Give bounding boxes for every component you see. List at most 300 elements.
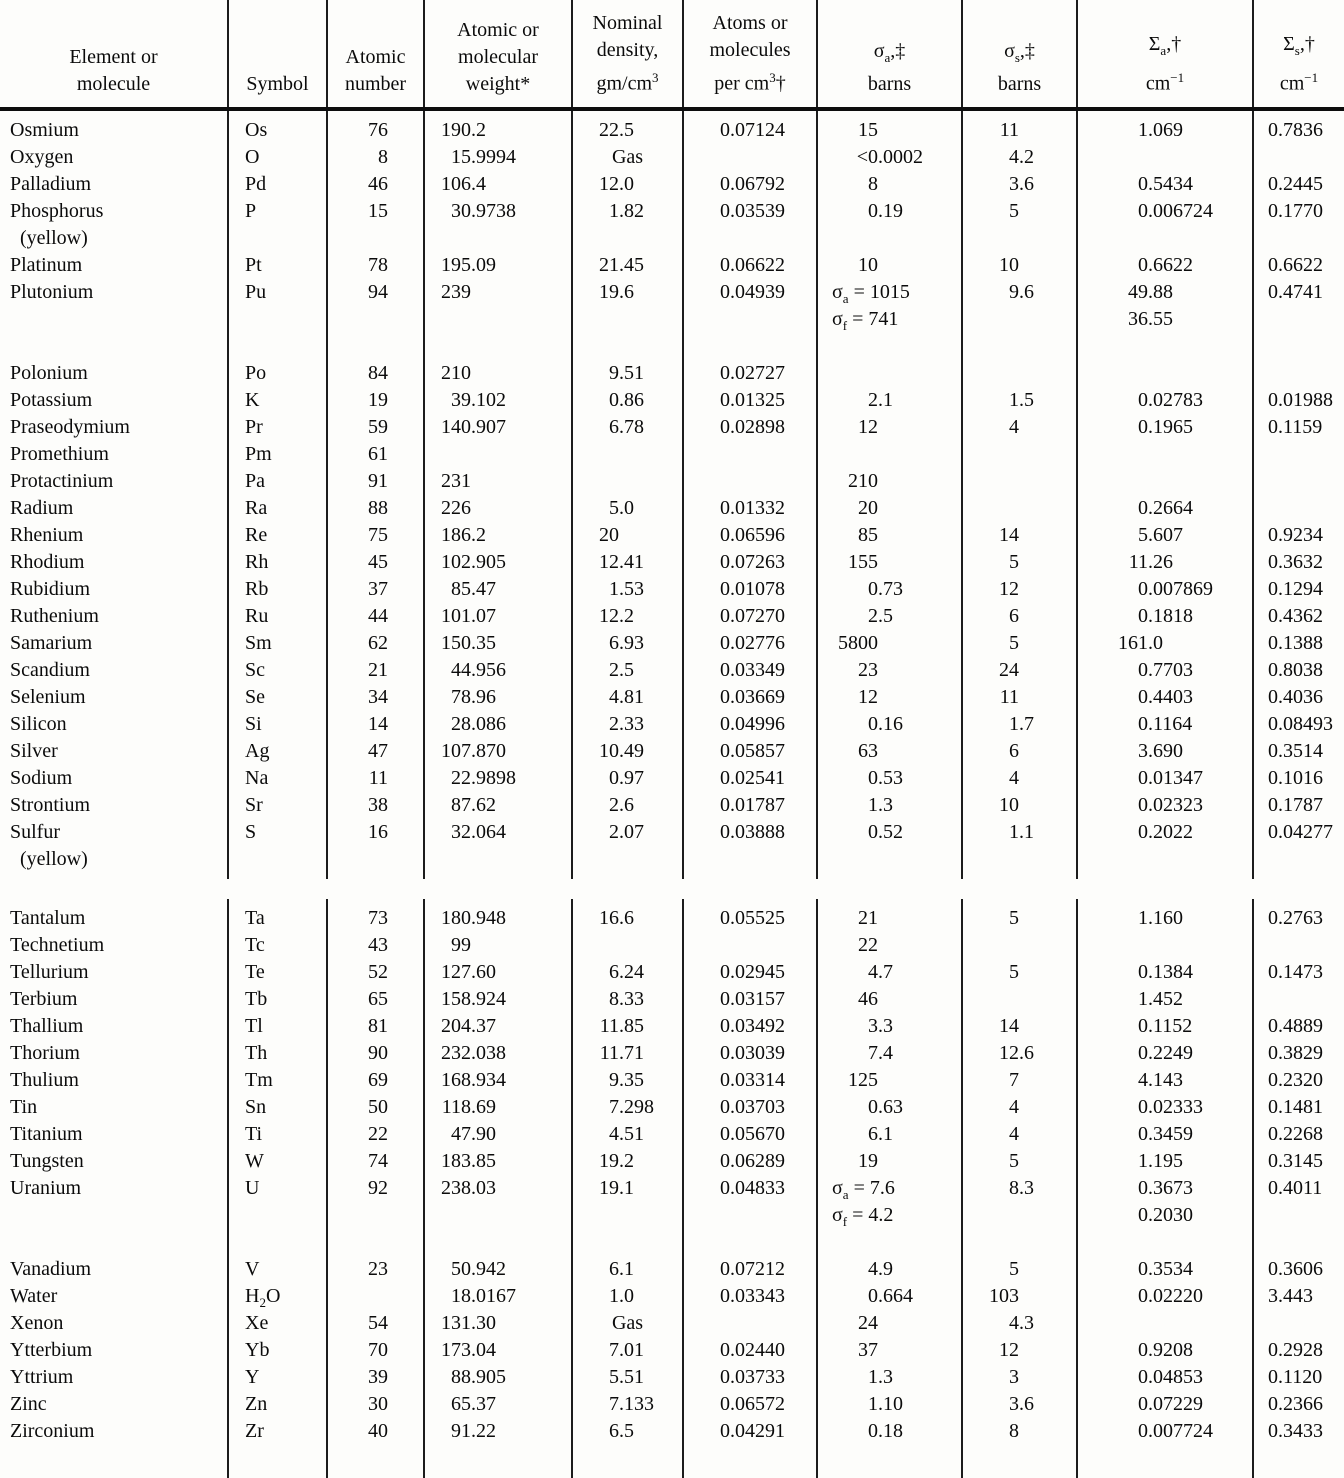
- table-cell: 20: [572, 522, 683, 549]
- table-cell: 8: [962, 1418, 1077, 1445]
- table-cell: 6.5: [572, 1418, 683, 1445]
- table-cell: 1.5: [962, 387, 1077, 414]
- table-cell: 0.1818: [1077, 603, 1253, 630]
- table-row: [0, 792, 1344, 819]
- table-cell: 0.05525: [683, 899, 817, 932]
- table-cell: 186.2: [424, 522, 572, 549]
- table-cell: Water: [10, 1284, 58, 1307]
- table-cell: [327, 333, 424, 360]
- table-cell: Pa: [228, 468, 327, 495]
- table-cell: 1.1: [962, 819, 1077, 879]
- table-cell: 0.53: [817, 765, 962, 792]
- table-cell: 5.607: [1077, 522, 1253, 549]
- table-cell: [962, 468, 1077, 495]
- table-cell: 7.01: [572, 1337, 683, 1364]
- table-cell: 75: [327, 522, 424, 549]
- table-cell: 34: [327, 684, 424, 711]
- table-cell: 0.02333: [1077, 1094, 1253, 1121]
- table-cell: 0.2664: [1077, 495, 1253, 522]
- table-cell: Zn: [228, 1391, 327, 1418]
- table-cell: [1253, 333, 1344, 360]
- table-row: [0, 986, 1344, 1013]
- table-cell: 23: [817, 657, 962, 684]
- section-gap-row: [0, 879, 1344, 899]
- table-cell: 0.05670: [683, 1121, 817, 1148]
- table-cell: [683, 468, 817, 495]
- table-cell: Tb: [228, 986, 327, 1013]
- table-cell: 19: [817, 1148, 962, 1175]
- table-cell: 50: [327, 1094, 424, 1121]
- table-cell: 28.086: [424, 711, 572, 738]
- table-cell: 0.63: [817, 1094, 962, 1121]
- table-cell: 5: [962, 198, 1077, 252]
- table-row: [0, 711, 1344, 738]
- table-cell: 173.04: [424, 1337, 572, 1364]
- table-cell: [572, 468, 683, 495]
- table-cell: 52: [327, 959, 424, 986]
- table-cell: $H_2O$: [228, 1283, 327, 1310]
- table-row: [0, 1256, 1344, 1283]
- table-row: [0, 1175, 1344, 1229]
- table-cell: 0.2763: [1253, 899, 1344, 932]
- table-cell: 5: [962, 630, 1077, 657]
- table-cell: 4.7: [817, 959, 962, 986]
- table-row: [0, 657, 1344, 684]
- table-cell: 0.07270: [683, 603, 817, 630]
- table-cell: 61: [327, 441, 424, 468]
- table-cell: 0.06596: [683, 522, 817, 549]
- table-cell: O: [228, 144, 327, 171]
- table-cell: Ra: [228, 495, 327, 522]
- table-cell: 4.143: [1077, 1067, 1253, 1094]
- table-cell: 106.4: [424, 171, 572, 198]
- table-row: [0, 1013, 1344, 1040]
- table-cell: 0.07229: [1077, 1391, 1253, 1418]
- table-cell: Rh: [228, 549, 327, 576]
- table-cell: [962, 1229, 1077, 1256]
- table-cell: 46: [817, 986, 962, 1013]
- table-cell: 44.956: [424, 657, 572, 684]
- table-cell: Potassium: [10, 388, 93, 411]
- table-cell: 14: [327, 711, 424, 738]
- table-cell: 0.1787: [1253, 792, 1344, 819]
- table-cell: Pu: [228, 279, 327, 333]
- table-cell: 0.2366: [1253, 1391, 1344, 1418]
- table-cell: 0.3433: [1253, 1418, 1344, 1445]
- table-cell: 4: [962, 1121, 1077, 1148]
- table-row: [0, 360, 1344, 387]
- table-cell: 0.06622: [683, 252, 817, 279]
- table-cell: 74: [327, 1148, 424, 1175]
- table-row: [0, 603, 1344, 630]
- table-cell: Ytterbium: [10, 1338, 93, 1361]
- table-cell: 0.1770: [1253, 198, 1344, 252]
- table-cell: 54: [327, 1310, 424, 1337]
- table-cell: 19.1: [572, 1175, 683, 1229]
- table-cell: 3: [962, 1364, 1077, 1391]
- table-row: [0, 109, 1344, 144]
- table-cell: 1.160: [1077, 899, 1253, 932]
- column-header: $\sigma_s,\ddagger$ barns: [962, 0, 1077, 109]
- table-cell: 1.452: [1077, 986, 1253, 1013]
- table-cell: 0.7836: [1253, 109, 1344, 144]
- table-cell: 9.35: [572, 1067, 683, 1094]
- table-cell: 21.45: [572, 252, 683, 279]
- table-cell: [1253, 144, 1344, 171]
- table-cell: [1253, 1229, 1344, 1256]
- table-cell: $\sigma_a = 1015$ $\sigma_f = 741$: [817, 279, 962, 333]
- table-cell: Na: [228, 765, 327, 792]
- table-cell: 24: [962, 657, 1077, 684]
- table-cell: 19.6: [572, 279, 683, 333]
- column-header: Element or molecule: [0, 0, 228, 109]
- table-cell: Sm: [228, 630, 327, 657]
- table-cell: 18.0167: [424, 1283, 572, 1310]
- table-cell: Terbium: [10, 987, 78, 1010]
- table-cell: Sulfur (yellow): [10, 820, 88, 870]
- table-cell: 63: [817, 738, 962, 765]
- table-cell: [1077, 1229, 1253, 1256]
- table-cell: 7.298: [572, 1094, 683, 1121]
- table-row: [0, 1310, 1344, 1337]
- table-cell: Thallium: [10, 1014, 84, 1037]
- table-cell: Rhodium: [10, 550, 85, 573]
- table-cell: 37: [327, 576, 424, 603]
- table-cell: Re: [228, 522, 327, 549]
- table-cell: Ru: [228, 603, 327, 630]
- table-cell: 4.3: [962, 1310, 1077, 1337]
- table-cell: 12: [817, 684, 962, 711]
- table-row: [0, 765, 1344, 792]
- table-cell: 0.2268: [1253, 1121, 1344, 1148]
- table-cell: Pr: [228, 414, 327, 441]
- table-cell: 73: [327, 899, 424, 932]
- table-cell: [1077, 333, 1253, 360]
- table-cell: [327, 1445, 424, 1478]
- table-cell: [1253, 360, 1344, 387]
- table-cell: 88.905: [424, 1364, 572, 1391]
- table-cell: 118.69: [424, 1094, 572, 1121]
- table-cell: 140.907: [424, 414, 572, 441]
- table-cell: 2.1: [817, 387, 962, 414]
- table-cell: 87.62: [424, 792, 572, 819]
- table-cell: 23: [327, 1256, 424, 1283]
- table-cell: [1253, 495, 1344, 522]
- table-cell: 0.1388: [1253, 630, 1344, 657]
- table-cell: 3.690: [1077, 738, 1253, 765]
- table-cell: 88: [327, 495, 424, 522]
- table-cell: 2.5: [572, 657, 683, 684]
- table-cell: 5.51: [572, 1364, 683, 1391]
- table-cell: 15: [327, 198, 424, 252]
- table-cell: [683, 333, 817, 360]
- table-cell: 4: [962, 414, 1077, 441]
- table-cell: 5: [962, 1148, 1077, 1175]
- table-cell: 1.195: [1077, 1148, 1253, 1175]
- table-cell: 65: [327, 986, 424, 1013]
- table-cell: [424, 333, 572, 360]
- table-row: [0, 1283, 1344, 1310]
- table-cell: 210: [424, 360, 572, 387]
- table-cell: [228, 1229, 327, 1256]
- table-cell: 0.01078: [683, 576, 817, 603]
- table-cell: 0.01988: [1253, 387, 1344, 414]
- table-cell: 15: [817, 109, 962, 144]
- table-cell: Zirconium: [10, 1419, 95, 1442]
- table-cell: 0.1294: [1253, 576, 1344, 603]
- table-cell: 0.3829: [1253, 1040, 1344, 1067]
- table-cell: [1077, 1310, 1253, 1337]
- table-cell: 65.37: [424, 1391, 572, 1418]
- table-cell: [0, 1229, 228, 1256]
- table-cell: 2.07: [572, 819, 683, 879]
- table-cell: [228, 333, 327, 360]
- table-cell: 0.7703: [1077, 657, 1253, 684]
- column-header: $\Sigma_s,\dagger$ $cm^{-1}$: [1253, 0, 1344, 109]
- table-cell: 0.3145: [1253, 1148, 1344, 1175]
- table-row: [0, 171, 1344, 198]
- table-cell: [424, 1229, 572, 1256]
- table-cell: Palladium: [10, 172, 92, 195]
- table-cell: 238.03: [424, 1175, 572, 1229]
- table-cell: 24: [817, 1310, 962, 1337]
- table-cell: 0.01347: [1077, 765, 1253, 792]
- table-cell: 158.924: [424, 986, 572, 1013]
- table-cell: 0.04853: [1077, 1364, 1253, 1391]
- table-cell: 1.10: [817, 1391, 962, 1418]
- table-cell: [1077, 1445, 1253, 1478]
- table-cell: 0.2445: [1253, 171, 1344, 198]
- table-cell: 0.07212: [683, 1256, 817, 1283]
- table-cell: Titanium: [10, 1122, 83, 1145]
- table-cell: 0.01787: [683, 792, 817, 819]
- table-cell: 0.08493: [1253, 711, 1344, 738]
- table-cell: Protactinium: [10, 469, 114, 492]
- table-cell: [327, 1229, 424, 1256]
- table-cell: Selenium: [10, 685, 86, 708]
- table-cell: 0.07124: [683, 109, 817, 144]
- table-cell: 0.04996: [683, 711, 817, 738]
- table-cell: Yttrium: [10, 1365, 74, 1388]
- table-cell: 0.3632: [1253, 549, 1344, 576]
- table-cell: 22: [327, 1121, 424, 1148]
- table-cell: 0.03669: [683, 684, 817, 711]
- table-cell: [962, 441, 1077, 468]
- table-cell: 30.9738: [424, 198, 572, 252]
- table-cell: 11: [962, 109, 1077, 144]
- table-cell: 0.02945: [683, 959, 817, 986]
- table-cell: 99: [424, 932, 572, 959]
- table-cell: 0.06792: [683, 171, 817, 198]
- table-cell: 12: [817, 414, 962, 441]
- table-cell: 125: [817, 1067, 962, 1094]
- table-cell: 39.102: [424, 387, 572, 414]
- table-row: [0, 333, 1344, 360]
- table-header: [0, 0, 1344, 109]
- table-cell: Promethium: [10, 442, 109, 465]
- table-cell: [572, 333, 683, 360]
- table-cell: Silver: [10, 739, 58, 762]
- table-cell: 0.73: [817, 576, 962, 603]
- table-cell: 103: [962, 1283, 1077, 1310]
- table-cell: 101.07: [424, 603, 572, 630]
- table-cell: [962, 932, 1077, 959]
- table-cell: 1.3: [817, 792, 962, 819]
- table-cell: 150.35: [424, 630, 572, 657]
- table-cell: 231: [424, 468, 572, 495]
- table-cell: 90: [327, 1040, 424, 1067]
- table-row: [0, 959, 1344, 986]
- table-cell: 1.82: [572, 198, 683, 252]
- table-cell: 0.03343: [683, 1283, 817, 1310]
- table-cell: Silicon: [10, 712, 67, 735]
- table-cell: 239: [424, 279, 572, 333]
- table-cell: 4.51: [572, 1121, 683, 1148]
- table-cell: [817, 1445, 962, 1478]
- table-cell: 3.443: [1253, 1283, 1344, 1310]
- table-cell: 14: [962, 522, 1077, 549]
- table-cell: [1253, 441, 1344, 468]
- table-cell: 0.1159: [1253, 414, 1344, 441]
- table-cell: 49.88 36.55: [1077, 279, 1253, 333]
- table-cell: 180.948: [424, 899, 572, 932]
- table-cell: <0.0002: [817, 144, 962, 171]
- table-cell: [1253, 1310, 1344, 1337]
- table-cell: Ag: [228, 738, 327, 765]
- table-cell: 107.870: [424, 738, 572, 765]
- table-cell: 5: [962, 959, 1077, 986]
- table-row: [0, 1067, 1344, 1094]
- table-cell: 46: [327, 171, 424, 198]
- table-cell: 78: [327, 252, 424, 279]
- table-cell: 19.2: [572, 1148, 683, 1175]
- table-cell: 0.4403: [1077, 684, 1253, 711]
- table-cell: 11.85: [572, 1013, 683, 1040]
- table-cell: S: [228, 819, 327, 879]
- table-cell: 0.97: [572, 765, 683, 792]
- table-cell: 0.03539: [683, 198, 817, 252]
- table-cell: 0.02727: [683, 360, 817, 387]
- table-cell: 14: [962, 1013, 1077, 1040]
- table-cell: [572, 932, 683, 959]
- table-cell: 0.02776: [683, 630, 817, 657]
- table-row: [0, 1229, 1344, 1256]
- table-cell: 4: [962, 765, 1077, 792]
- table-cell: 0.02220: [1077, 1283, 1253, 1310]
- table-cell: 131.30: [424, 1310, 572, 1337]
- table-section-2: [0, 899, 1344, 1478]
- column-header: Atomic number: [327, 0, 424, 109]
- table-section-1: [0, 109, 1344, 879]
- table-cell: 8.3: [962, 1175, 1077, 1229]
- table-cell: 10: [817, 252, 962, 279]
- table-cell: 0.1481: [1253, 1094, 1344, 1121]
- table-cell: 6.1: [817, 1121, 962, 1148]
- table-cell: Tellurium: [10, 960, 89, 983]
- table-cell: [683, 1445, 817, 1478]
- table-cell: 21: [327, 657, 424, 684]
- table-cell: 0.007724: [1077, 1418, 1253, 1445]
- table-cell: 21: [817, 899, 962, 932]
- table-cell: 0.4362: [1253, 603, 1344, 630]
- table-cell: [0, 1445, 228, 1478]
- table-cell: Thulium: [10, 1068, 79, 1091]
- table-cell: [817, 360, 962, 387]
- table-cell: [683, 932, 817, 959]
- table-cell: [572, 1229, 683, 1256]
- table-cell: [424, 441, 572, 468]
- table-cell: 0.9234: [1253, 522, 1344, 549]
- table-cell: Si: [228, 711, 327, 738]
- table-cell: Zinc: [10, 1392, 47, 1415]
- table-cell: 210: [817, 468, 962, 495]
- table-cell: 0.16: [817, 711, 962, 738]
- table-cell: 0.007869: [1077, 576, 1253, 603]
- table-row: [0, 819, 1344, 879]
- table-row: [0, 414, 1344, 441]
- table-cell: Tm: [228, 1067, 327, 1094]
- table-cell: Plutonium: [10, 280, 94, 303]
- table-cell: [228, 1445, 327, 1478]
- table-cell: 0.4889: [1253, 1013, 1344, 1040]
- table-cell: 0.03492: [683, 1013, 817, 1040]
- table-cell: Po: [228, 360, 327, 387]
- table-cell: 6.24: [572, 959, 683, 986]
- table-cell: Technetium: [10, 933, 105, 956]
- table-cell: 0.04833: [683, 1175, 817, 1229]
- table-cell: [1253, 932, 1344, 959]
- table-cell: 15.9994: [424, 144, 572, 171]
- table-cell: 0.18: [817, 1418, 962, 1445]
- table-cell: Tungsten: [10, 1149, 84, 1172]
- table-cell: 127.60: [424, 959, 572, 986]
- table-cell: 1.3: [817, 1364, 962, 1391]
- table-cell: 4.9: [817, 1256, 962, 1283]
- table-cell: 5800: [817, 630, 962, 657]
- table-cell: 1.0: [572, 1283, 683, 1310]
- table-cell: 6: [962, 603, 1077, 630]
- table-cell: Tantalum: [10, 906, 86, 929]
- table-cell: Rhenium: [10, 523, 84, 546]
- table-cell: Ruthenium: [10, 604, 99, 627]
- table-cell: 12.6: [962, 1040, 1077, 1067]
- table-cell: 0.1384: [1077, 959, 1253, 986]
- table-row: [0, 468, 1344, 495]
- table-cell: 10.49: [572, 738, 683, 765]
- table-row: [0, 144, 1344, 171]
- table-row: [0, 1364, 1344, 1391]
- table-cell: 16.6: [572, 899, 683, 932]
- table-cell: Rb: [228, 576, 327, 603]
- table-row: [0, 495, 1344, 522]
- table-row: [0, 252, 1344, 279]
- table-cell: 10: [962, 792, 1077, 819]
- table-cell: 0.3606: [1253, 1256, 1344, 1283]
- table-cell: 2.6: [572, 792, 683, 819]
- table-cell: Pm: [228, 441, 327, 468]
- table-cell: Te: [228, 959, 327, 986]
- table-cell: 9.51: [572, 360, 683, 387]
- table-row: [0, 1337, 1344, 1364]
- table-cell: 183.85: [424, 1148, 572, 1175]
- table-cell: 40: [327, 1418, 424, 1445]
- table-cell: [683, 1229, 817, 1256]
- table-cell: 1.53: [572, 576, 683, 603]
- table-cell: [962, 1445, 1077, 1478]
- table-cell: 226: [424, 495, 572, 522]
- table-cell: Thorium: [10, 1041, 80, 1064]
- table-cell: [962, 986, 1077, 1013]
